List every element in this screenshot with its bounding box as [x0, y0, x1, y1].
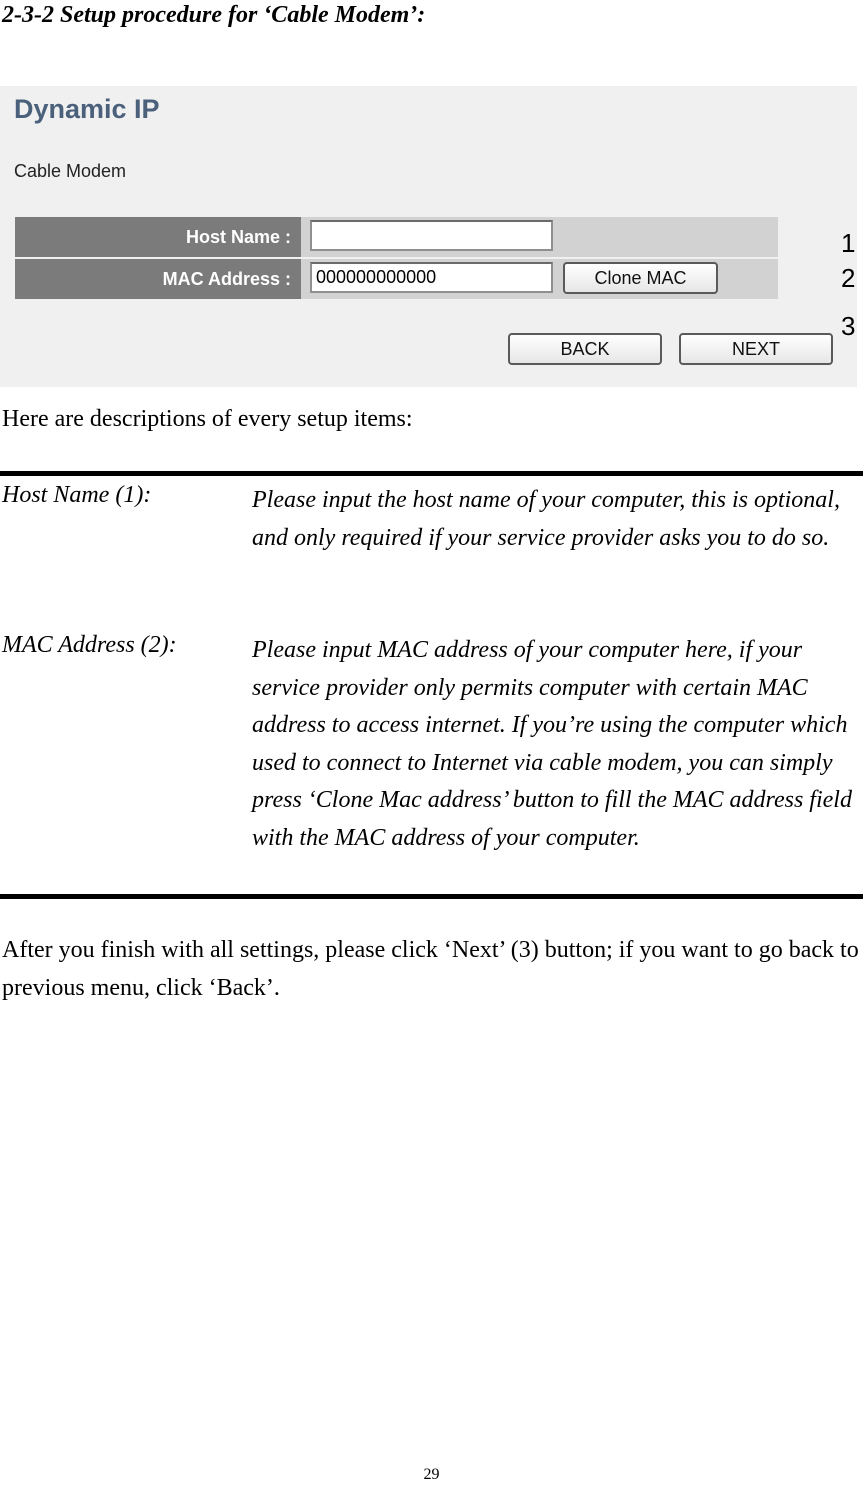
panel-title: Dynamic IP — [14, 94, 160, 124]
table-top-rule — [0, 471, 863, 476]
host-name-row — [15, 217, 778, 257]
callout-marker-2: 2 — [841, 263, 856, 293]
outro-text: After you finish with all settings, please click ‘Next’ (3) button; if you want to go back to previous menu, click ‘Back’. — [2, 937, 859, 1001]
item-term-host-name: Host Name (1): — [2, 482, 152, 508]
item-term-mac-address: MAC Address (2): — [2, 632, 177, 658]
table-bottom-rule — [0, 894, 863, 899]
intro-text: Here are descriptions of every setup items: — [2, 406, 413, 432]
mac-address-row — [15, 259, 778, 299]
item-desc-mac-address: Please input MAC address of your computer here, if your service provider only permits computer with certain MAC address to access internet. If you’re using the computer which used to connect to Internet via cable modem, you can simply press ‘Clone Mac address’ button to fill the MAC address field with the MAC address of your computer. — [252, 637, 852, 851]
page-number: 29 — [423, 1466, 440, 1483]
next-button[interactable]: NEXT — [679, 333, 833, 365]
mac-address-label: MAC Address : — [15, 259, 301, 299]
item-desc-host-name: Please input the host name of your computer, this is optional, and only required if your service provider asks you to do so. — [252, 487, 840, 551]
host-name-label: Host Name : — [15, 217, 301, 257]
mac-address-input[interactable] — [310, 262, 553, 293]
dynamic-ip-screenshot — [0, 86, 857, 387]
section-heading: 2-3-2 Setup procedure for ‘Cable Modem’: — [2, 2, 426, 28]
callout-marker-3: 3 — [841, 311, 856, 341]
panel-subtitle: Cable Modem — [14, 161, 127, 181]
host-name-input[interactable] — [310, 220, 553, 251]
callout-marker-1: 1 — [841, 228, 856, 258]
back-button[interactable]: BACK — [508, 333, 662, 365]
clone-mac-button[interactable]: Clone MAC — [563, 262, 718, 294]
